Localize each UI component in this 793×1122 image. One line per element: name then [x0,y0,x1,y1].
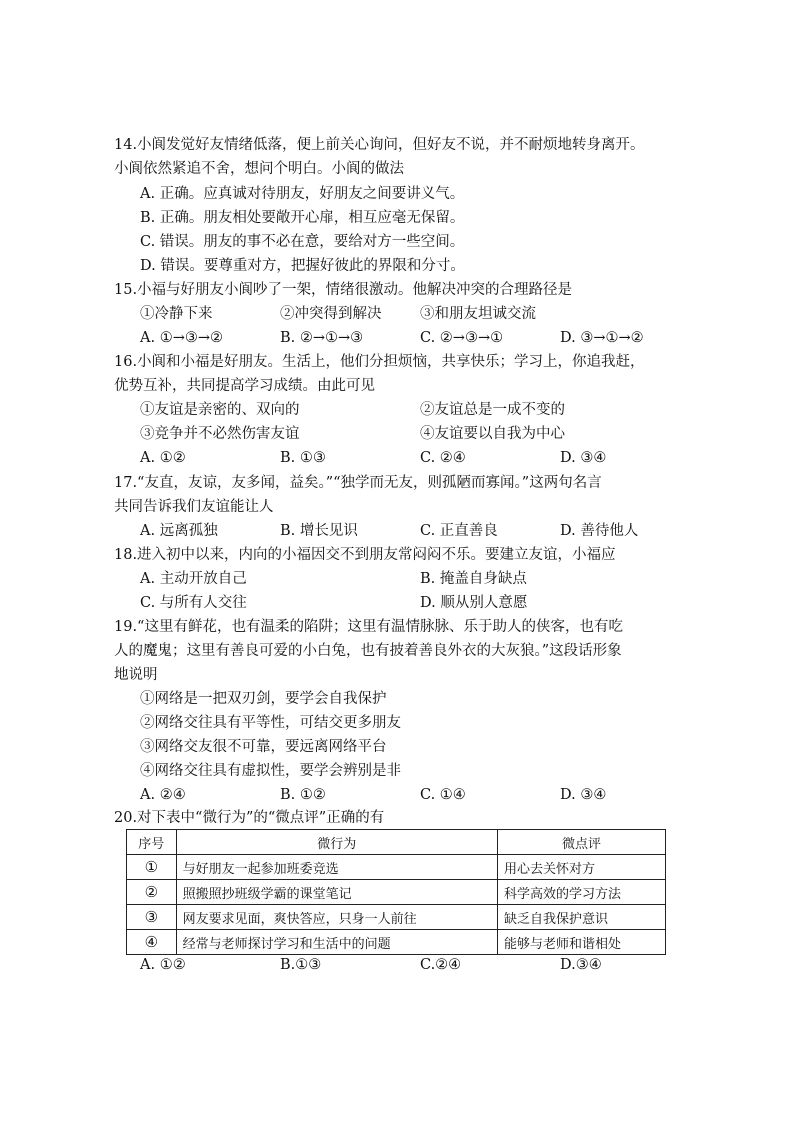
q19-option-c: C. ①④ [420,787,466,803]
table-cell-index: ③ [127,905,177,930]
q19-item-4: ④网络交往具有虚拟性，要学会辨别是非 [140,763,401,779]
q15-option-b: B. ②→①→③ [280,330,364,346]
q16-item-3: ③竞争并不必然伤害友谊 [140,426,300,442]
q17-option-a: A. 远离孤独 [140,523,218,539]
table-cell-comment: 能够与老师和谐相处 [497,930,665,955]
q15-item-3: ③和朋友坦诚交流 [420,306,536,322]
q14-option-d: D. 错误。要尊重对方，把握好彼此的界限和分寸。 [140,258,465,274]
q15-option-d: D. ③→①→② [560,330,644,346]
q19-stem-line2: 人的魔鬼；这里有善良可爱的小白兔，也有披着善良外衣的大灰狼。”这段话形象 [114,643,622,659]
q15-item-2: ②冲突得到解决 [280,306,382,322]
q16-item-2: ②友谊总是一成不变的 [420,402,565,418]
q20-option-c: C.②④ [420,957,462,973]
table-cell-comment: 缺乏自我保护意识 [497,905,665,930]
q19-item-3: ③网络交友很不可靠，要远离网络平台 [140,739,387,755]
q18-option-b: B. 掩盖自身缺点 [420,571,527,587]
table-row [127,880,666,905]
q16-option-d: D. ③④ [560,450,607,466]
q16-stem-line1: 16.小阆和小福是好朋友。生活上，他们分担烦恼，共享快乐；学习上，你追我赶， [114,354,645,370]
table-header-cell: 微点评 [497,830,665,855]
q19-option-a: A. ②④ [140,787,186,803]
q18-stem-line1: 18.进入初中以来，内向的小福因交不到朋友常闷闷不乐。要建立友谊，小福应 [114,547,616,563]
table-cell-behavior: 照搬照抄班级学霸的课堂笔记 [176,880,497,905]
q16-option-c: C. ②④ [420,450,466,466]
q15-item-1: ①冷静下来 [140,306,213,322]
table-cell-behavior: 经常与老师探讨学习和生活中的问题 [176,930,497,955]
q17-option-b: B. 增长见识 [280,523,358,539]
q20-table [126,829,666,955]
q16-item-1: ①友谊是亲密的、双向的 [140,402,300,418]
q14-stem-line2: 小阆依然紧追不舍，想问个明白。小阆的做法 [114,161,404,177]
table-cell-comment: 用心去关怀对方 [497,855,665,880]
q16-stem-line2: 优势互补，共同提高学习成绩。由此可见 [114,378,375,394]
q17-option-d: D. 善待他人 [560,523,639,539]
q14-option-b: B. 正确。朋友相处要敞开心扉，相互应毫无保留。 [140,210,465,226]
q20-stem-line1: 20.对下表中“微行为”的“微点评”正确的有 [114,810,385,826]
q19-option-d: D. ③④ [560,787,607,803]
q14-option-a: A. 正确。应真诚对待朋友，好朋友之间要讲义气。 [140,186,465,202]
q14-option-c: C. 错误。朋友的事不必在意，要给对方一些空间。 [140,234,465,250]
q20-option-d: D.③④ [560,957,602,973]
q17-option-c: C. 正直善良 [420,523,498,539]
q16-option-a: A. ①② [140,450,186,466]
table-header-cell: 微行为 [176,830,497,855]
table-cell-behavior: 网友要求见面，爽快答应，只身一人前往 [176,905,497,930]
q19-item-2: ②网络交往具有平等性，可结交更多朋友 [140,715,401,731]
q20-option-b: B.①③ [280,957,322,973]
q19-option-b: B. ①② [280,787,326,803]
table-cell-index: ② [127,880,177,905]
q16-item-4: ④友谊要以自我为中心 [420,426,565,442]
q16-option-b: B. ①③ [280,450,326,466]
q19-stem-line3: 地说明 [114,667,158,683]
table-cell-index: ④ [127,930,177,955]
table-header-cell: 序号 [127,830,177,855]
q18-option-c: C. 与所有人交往 [140,595,247,611]
table-cell-comment: 科学高效的学习方法 [497,880,665,905]
q15-stem-line1: 15.小福与好朋友小阆吵了一架，情绪很激动。他解决冲突的合理路径是 [114,282,573,298]
q18-option-d: D. 顺从别人意愿 [420,595,528,611]
q17-stem-line1: 17.“友直，友谅，友多闻，益矣。”“独学而无友，则孤陋而寡闻。”这两句名言 [114,475,602,491]
table-row [127,855,666,880]
table-row [127,905,666,930]
table-header-row [127,830,666,855]
q19-item-1: ①网络是一把双刃剑，要学会自我保护 [140,691,387,707]
table-cell-behavior: 与好朋友一起参加班委竞选 [176,855,497,880]
table-cell-index: ① [127,855,177,880]
q15-option-a: A. ①→③→② [140,330,223,346]
q18-option-a: A. 主动开放自己 [140,571,247,587]
table-row [127,930,666,955]
q15-option-c: C. ②→③→① [420,330,504,346]
q19-stem-line1: 19.“这里有鲜花，也有温柔的陷阱；这里有温情脉脉、乐于助人的侠客，也有吃 [114,619,623,635]
q17-stem-line2: 共同告诉我们友谊能让人 [114,499,274,515]
q14-stem-line1: 14.小阆发觉好友情绪低落，便上前关心询问，但好友不说，并不耐烦地转身离开。 [114,137,645,153]
q20-option-a: A. ①② [140,957,186,973]
